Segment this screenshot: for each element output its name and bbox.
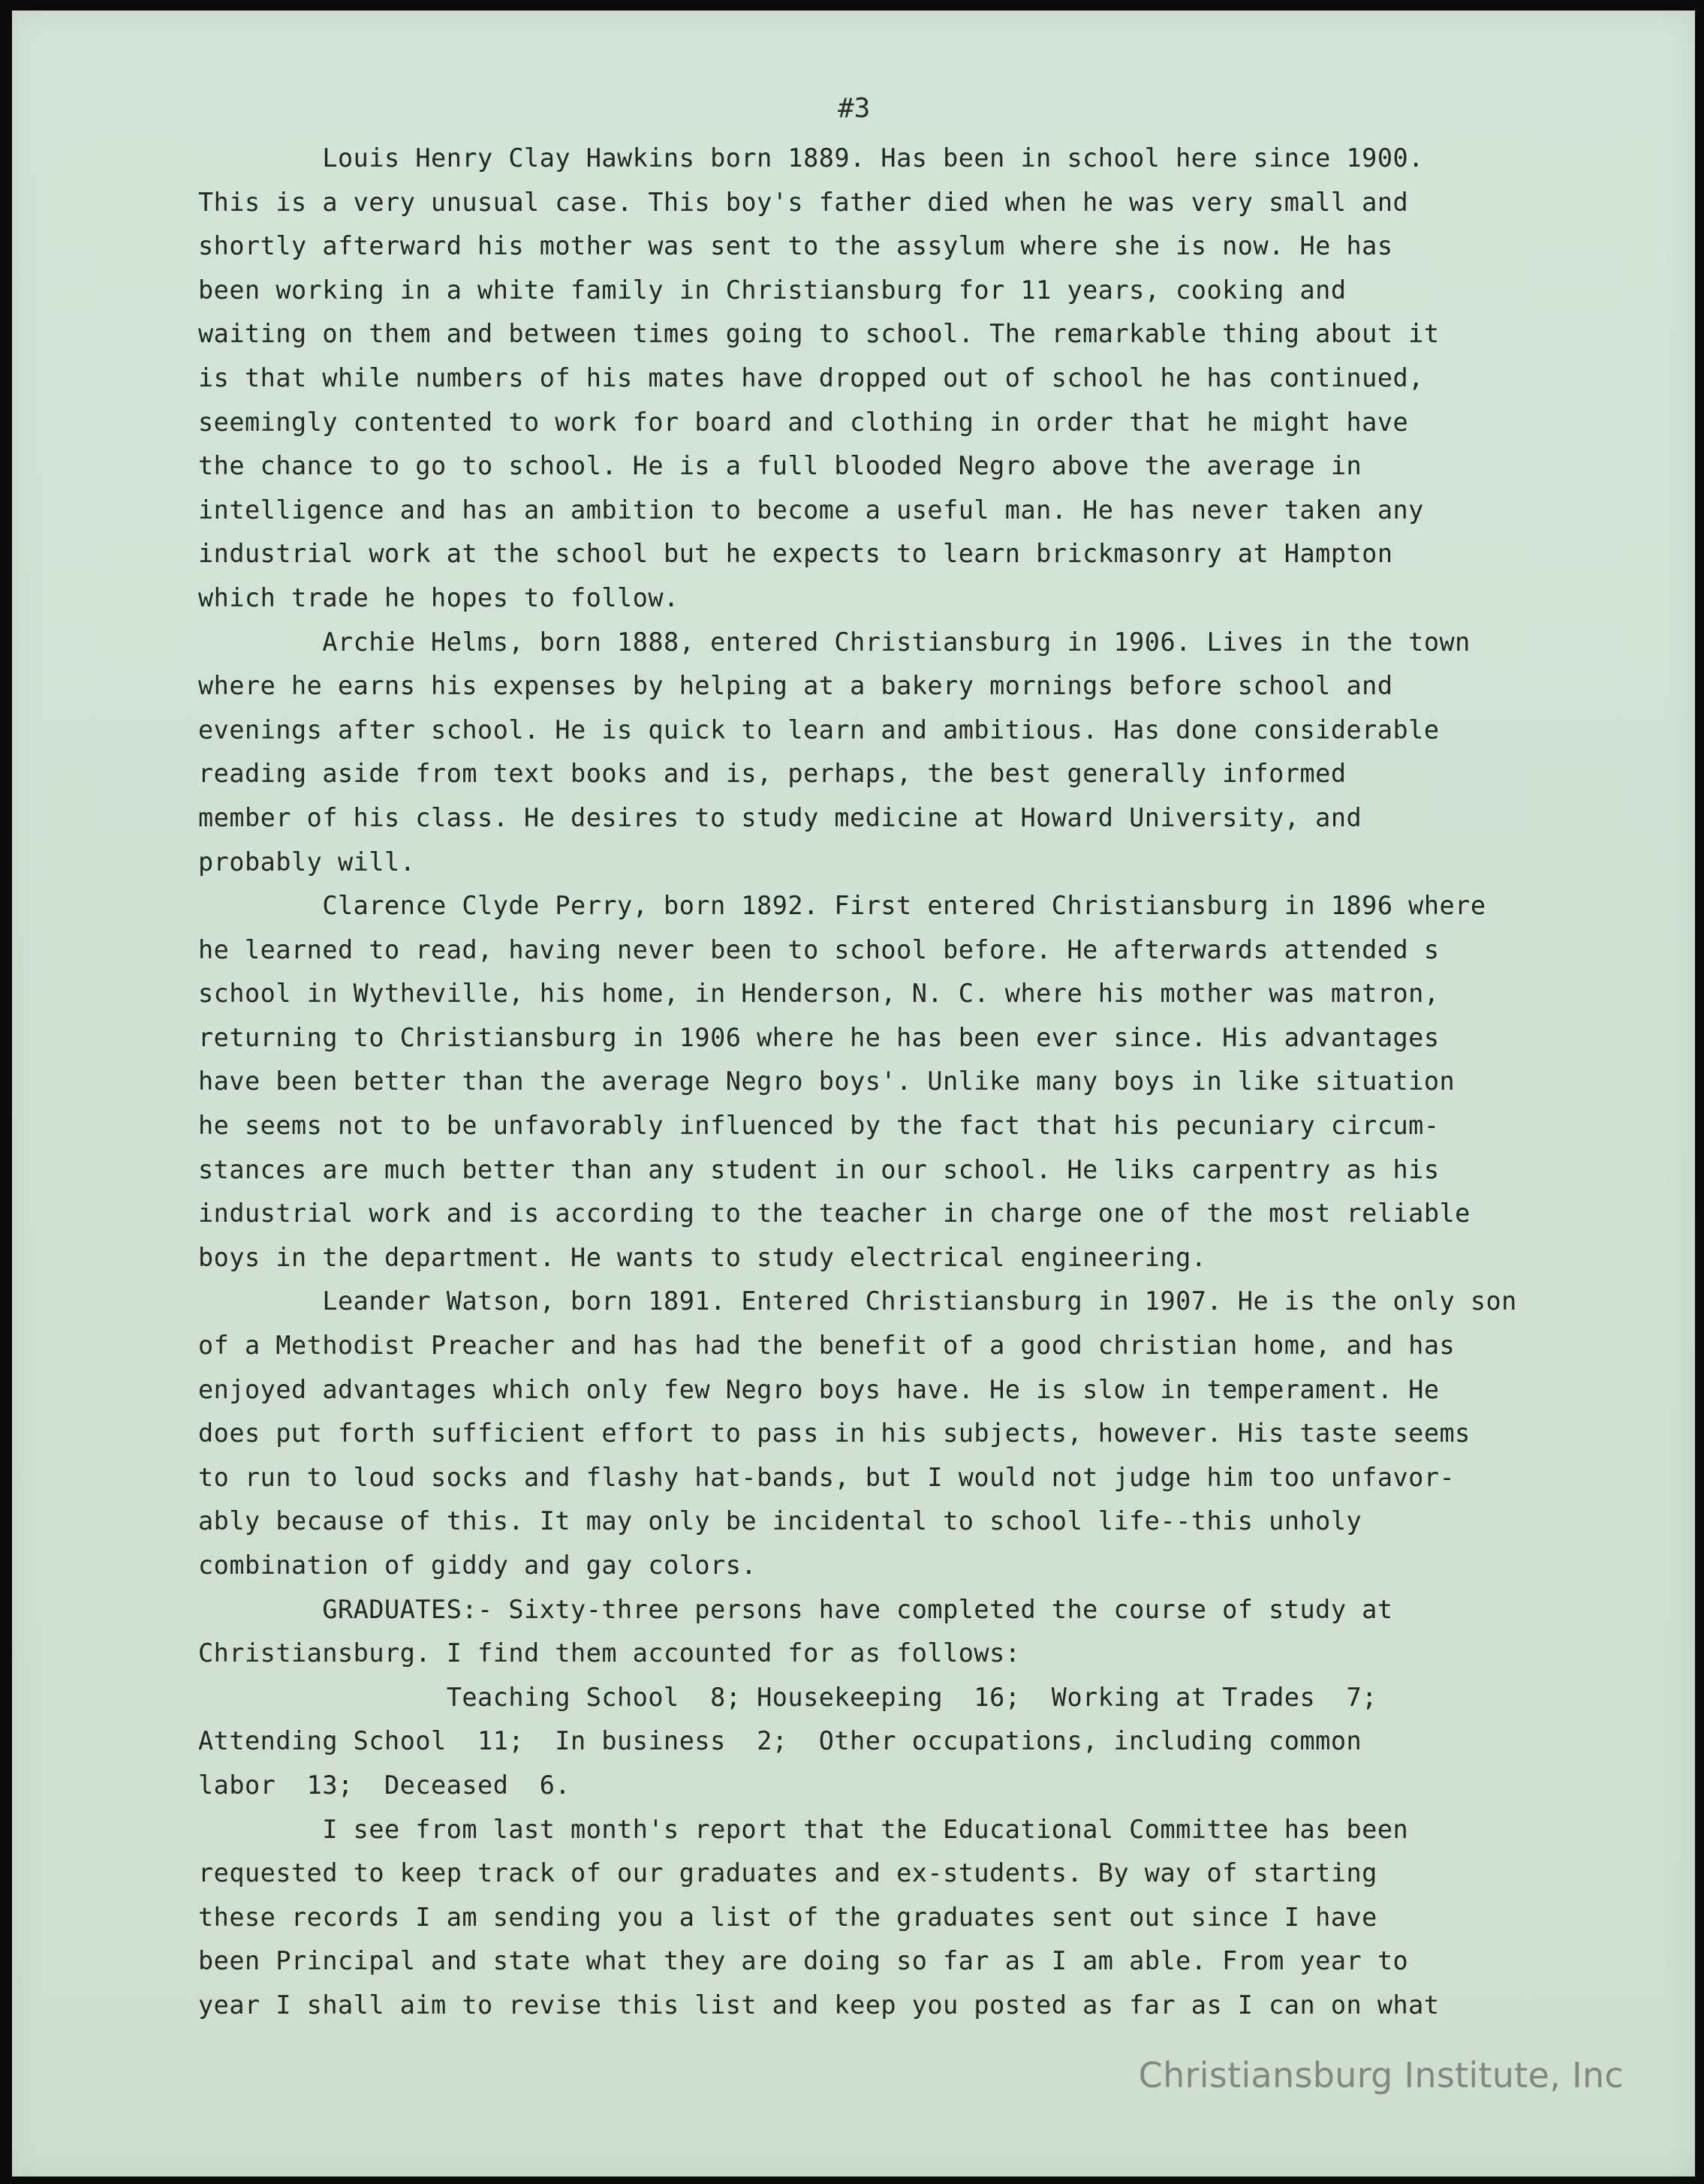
text-line: Clarence Clyde Perry, born 1892. First entered Christiansburg in 1896 where [198, 891, 1486, 921]
text-line: Christiansburg. I find them accounted for as follows: [198, 1638, 1021, 1668]
document-page [12, 11, 1695, 2176]
text-line: labor 13; Deceased 6. [198, 1770, 571, 1800]
text-line: of a Methodist Preacher and has had the benefit of a good christian home, and has [198, 1331, 1456, 1361]
text-line: Archie Helms, born 1888, entered Christiansburg in 1906. Lives in the town [198, 627, 1471, 657]
text-line: to run to loud socks and flashy hat-bands, but I would not judge him too unfavor- [198, 1462, 1456, 1492]
typed-body-text [198, 137, 1699, 2028]
text-line: he seems not to be unfavorably influenced by the fact that his pecuniary circum- [198, 1111, 1440, 1141]
text-line: seemingly contented to work for board and clothing in order that he might have [198, 407, 1409, 437]
text-line: evenings after school. He is quick to learn and ambitious. Has done considerable [198, 714, 1440, 745]
text-line: where he earns his expenses by helping at a bakery mornings before school and [198, 671, 1393, 701]
text-line: year I shall aim to revise this list and keep you posted as far as I can on what [198, 1990, 1440, 2020]
text-line: school in Wytheville, his home, in Henderson, N. C. where his mother was matron, [198, 979, 1440, 1009]
text-line: been working in a white family in Christiansburg for 11 years, cooking and [198, 275, 1347, 305]
text-line: waiting on them and between times going to school. The remarkable thing about it [198, 319, 1440, 349]
page-number: #3 [838, 93, 871, 124]
text-line: requested to keep track of our graduates and ex-students. By way of starting [198, 1858, 1377, 1888]
text-line: he learned to read, having never been to school before. He afterwards attended s [198, 934, 1440, 964]
text-line: enjoyed advantages which only few Negro boys have. He is slow in temperament. He [198, 1374, 1440, 1404]
text-line: industrial work at the school but he expects to learn brickmasonry at Hampton [198, 539, 1393, 569]
watermark: Christiansburg Institute, Inc [1138, 2055, 1624, 2095]
text-line: is that while numbers of his mates have dropped out of school he has continued, [198, 362, 1424, 393]
text-line: industrial work and is according to the teacher in charge one of the most reliable [198, 1199, 1471, 1229]
text-line: shortly afterward his mother was sent to the assylum where she is now. He has [198, 231, 1393, 261]
text-line: the chance to go to school. He is a full blooded Negro above the average in [198, 451, 1362, 481]
text-line: ably because of this. It may only be incidental to school life--this unholy [198, 1506, 1362, 1536]
text-line: returning to Christiansburg in 1906 where he has been ever since. His advantages [198, 1022, 1440, 1052]
text-line: GRADUATES:- Sixty-three persons have completed the course of study at [198, 1594, 1393, 1624]
text-line: Teaching School 8; Housekeeping 16; Working at Trades 7; [198, 1682, 1377, 1712]
text-line: combination of giddy and gay colors. [198, 1551, 757, 1580]
text-line: stances are much better than any student in our school. He liks carpentry as his [198, 1154, 1440, 1184]
text-line: This is a very unusual case. This boy's father died when he was very small and [198, 187, 1409, 217]
text-line: boys in the department. He wants to study electrical engineering. [198, 1242, 1207, 1272]
text-line: I see from last month's report that the Educational Committee has been [198, 1814, 1409, 1844]
text-line: these records I am sending you a list of the graduates sent out since I have [198, 1902, 1377, 1932]
text-line: Leander Watson, born 1891. Entered Christiansburg in 1907. He is the only son [198, 1286, 1517, 1316]
text-line: been Principal and state what they are doing so far as I am able. From year to [198, 1946, 1409, 1976]
text-line: intelligence and has an ambition to become a useful man. He has never taken any [198, 495, 1424, 525]
text-line: Attending School 11; In business 2; Other occupations, including common [198, 1726, 1362, 1756]
text-line: have been better than the average Negro boys'. Unlike many boys in like situation [198, 1066, 1456, 1097]
text-line: member of his class. He desires to study medicine at Howard University, and [198, 802, 1362, 832]
text-line: probably will. [198, 847, 416, 877]
text-line: which trade he hopes to follow. [198, 582, 679, 612]
text-line: does put forth sufficient effort to pass in his subjects, however. His taste seems [198, 1418, 1471, 1448]
text-line: Louis Henry Clay Hawkins born 1889. Has been in school here since 1900. [198, 143, 1424, 173]
text-line: reading aside from text books and is, perhaps, the best generally informed [198, 759, 1347, 789]
